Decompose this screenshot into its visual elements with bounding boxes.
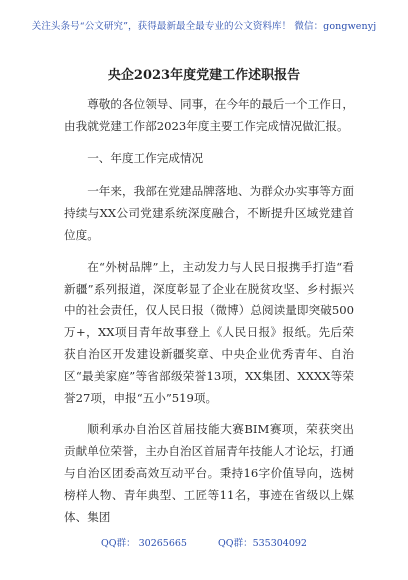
footer-contacts [0, 535, 408, 549]
body-paragraph: 一年来，我部在党建品牌落地、为群众办实事等方面持续与XX公司党建系统深度融合，不断提升区域党建首位度。 [64, 184, 354, 242]
header-notice: 关注头条号“公文研究”，获得最新最全最专业的公文资料库！ 微信：gongwenyj [31, 21, 377, 32]
section-heading: 一、年度工作完成情况 [87, 150, 204, 165]
intro-paragraph: 尊敬的各位领导、同事，在今年的最后一个工作日，由我就党建工作部2023年度主要工作完成情况做汇报。 [64, 97, 354, 133]
document-title: 央企2023年度党建工作述职报告 [107, 68, 301, 83]
body-paragraph: 在“外树品牌”上，主动发力与人民日报携手打造“看新疆”系列报道，深度彰显了企业在脱贫攻坚、乡村振兴中的社会责任，仅人民日报（微博）总阅读量即突破500万+，XX项目青年故事登上《人民日报》报纸。先后荣获自治区开发建设新疆奖章、中央企业优秀青年、自治区“最美家庭”等省部级荣誉13项，XX集团、XXXX等荣誉27项，申报“五小”519项。 [64, 259, 354, 405]
footer-qq-group-2: QQ群：535304092 [218, 538, 307, 549]
body-paragraph: 顺利承办自治区首届技能大赛BIM赛项，荣获突出贡献单位荣誉，主办自治区首届青年技能人才论坛，打通与自治区团委高效互动平台。秉持16字价值导向，选树榜样人物、青年典型、工匠等11名，事迹在省级以上媒体、集团 [64, 422, 354, 524]
document-body [64, 94, 354, 538]
footer-qq-group-1: QQ群： 30265665 [101, 538, 187, 549]
